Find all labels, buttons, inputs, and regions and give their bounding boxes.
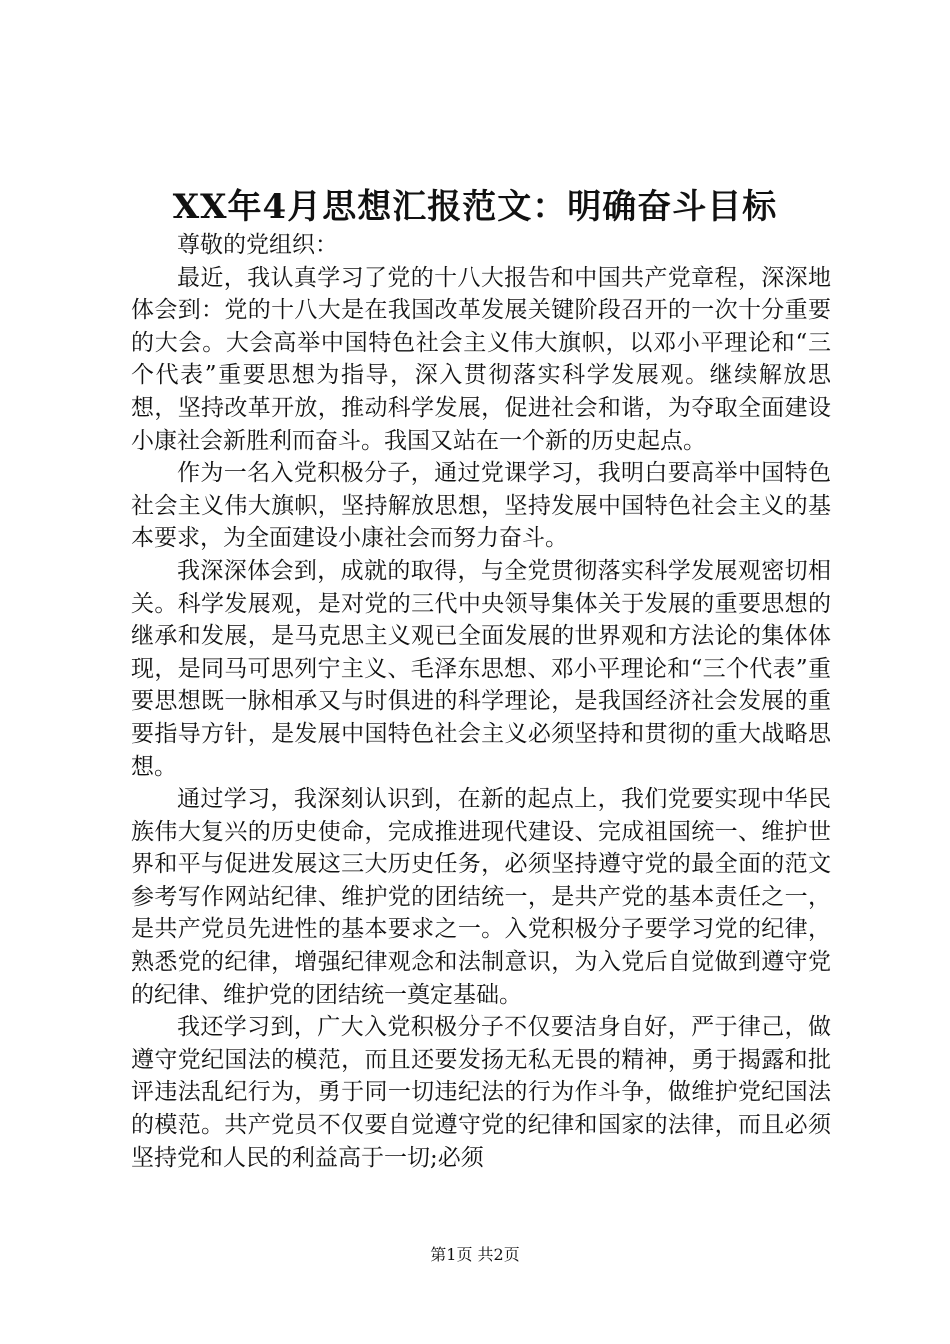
- document-title: XX年4月思想汇报范文：明确奋斗目标: [172, 187, 778, 227]
- paragraph-3: 我深深体会到，成就的取得，与全党贯彻落实科学发展观密切相关。科学发展观，是对党的三代中央领导集体关于发展的重要思想的继承和发展，是马克思主义观已全面发展的世界观和方法论的集体体现，是同马可思列宁主义、毛泽东思想、邓小平理论和“三个代表”重要思想既一脉相承又与时俱进的科学理论，是我国经济社会发展的重要指导方针，是发展中国特色社会主义必须坚持和贯彻的重大战略思想。: [131, 557, 831, 780]
- paragraph-4: 通过学习，我深刻认识到，在新的起点上，我们党要实现中华民族伟大复兴的历史使命，完成推进现代建设、完成祖国统一、维护世界和平与促进发展这三大历史任务，必须坚持遵守党的最全面的范文参考写作网站纪律、维护党的团结统一，是共产党的基本责任之一，是共产党员先进性的基本要求之一。入党积极分子要学习党的纪律，熟悉党的纪律，增强纪律观念和法制意识，为入党后自觉做到遵守党的纪律、维护党的团结统一奠定基础。: [131, 786, 831, 1008]
- document-body: [131, 229, 831, 1174]
- paragraph-5: 我还学习到，广大入党积极分子不仅要洁身自好，严于律己，做遵守党纪国法的模范，而且还要发扬无私无畏的精神，勇于揭露和批评违法乱纪行为，勇于同一切违纪法的行为作斗争，做维护党纪国法的模范。共产党员不仅要自觉遵守党的纪律和国家的法律，而且必须坚持党和人民的利益高于一切;必须: [131, 1014, 831, 1171]
- salutation: 尊敬的党组织：: [177, 232, 338, 258]
- paragraph-2: 作为一名入党积极分子，通过党课学习，我明白要高举中国特色社会主义伟大旗帜，坚持解放思想，坚持发展中国特色社会主义的基本要求，为全面建设小康社会而努力奋斗。: [131, 460, 831, 552]
- page-indicator: 第1页 共2页: [430, 1245, 520, 1264]
- paragraph-1: 最近，我认真学习了党的十八大报告和中国共产党章程，深深地体会到：党的十八大是在我国改革发展关键阶段召开的一次十分重要的大会。大会高举中国特色社会主义伟大旗帜，以邓小平理论和“三个代表”重要思想为指导，深入贯彻落实科学发展观。继续解放思想，坚持改革开放，推动科学发展，促进社会和谐，为夺取全面建设小康社会新胜利而奋斗。我国又站在一个新的历史起点。: [131, 264, 831, 454]
